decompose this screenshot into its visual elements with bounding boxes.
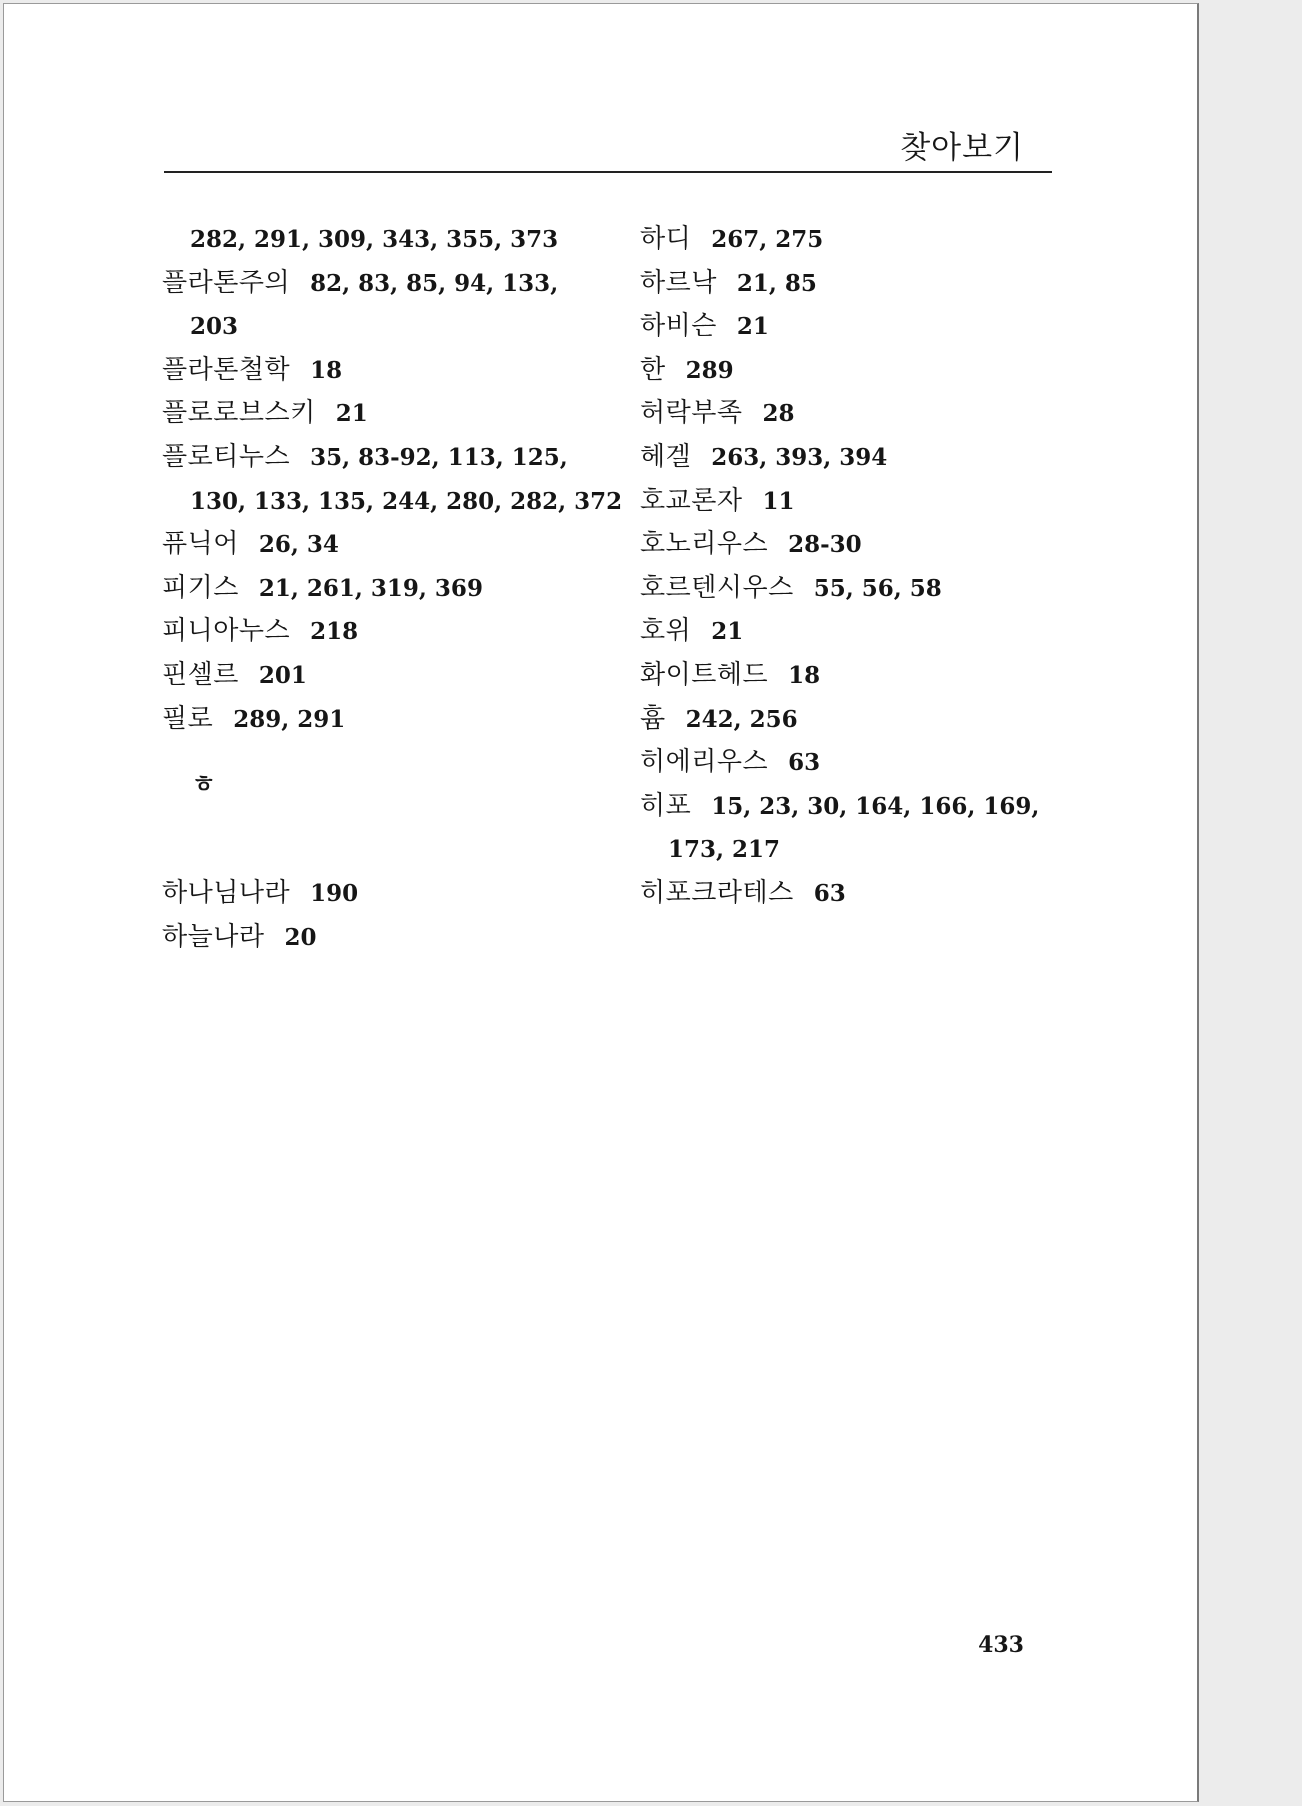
index-pages: 18 [310,356,343,384]
index-pages: 82, 83, 85, 94, 133, [310,269,559,297]
index-entry [640,349,1080,393]
index-entry [162,567,602,611]
index-term: 플라톤철학 [162,354,291,385]
index-entry [162,523,602,567]
index-term: 플라톤주의 [162,267,291,298]
index-entry [162,698,602,742]
index-entry [640,523,1080,567]
index-entry [640,436,1080,480]
index-term: 핀셀르 [162,659,239,690]
index-pages: 35, 83-92, 113, 125, [310,443,568,471]
index-pages: 55, 56, 58 [813,574,942,602]
index-column-left [162,218,623,959]
index-pages: 21 [335,400,368,428]
index-term: 하나님나라 [162,877,291,908]
index-entry [640,218,1080,262]
index-pages: 15, 23, 30, 164, 166, 169, [711,792,1040,820]
index-pages: 18 [788,661,821,689]
index-pages: 21 [736,313,769,341]
index-entry [640,698,1080,742]
index-term: 하비슨 [640,311,717,342]
index-entry [640,305,1080,349]
index-section-heading: ㅎ [192,770,216,799]
index-entry [640,567,1080,611]
index-continuation-line: 203 [190,313,239,341]
index-pages: 63 [788,749,821,777]
index-entry [640,610,1080,654]
index-term: 피기스 [162,572,239,603]
header-divider [164,171,1052,173]
index-pages: 28 [762,400,795,428]
index-term: 플로로브스키 [162,398,316,429]
index-term: 피니아누스 [162,616,291,647]
index-entry [162,392,602,436]
index-term: 호르텐시우스 [640,572,794,603]
index-entry [640,392,1080,436]
index-term: 호위 [640,616,692,647]
index-entry [162,349,602,393]
index-entry [162,262,602,306]
index-term: 화이트헤드 [640,659,769,690]
index-entry [162,610,602,654]
index-term: 흄 [640,703,666,734]
index-term: 한 [640,354,666,385]
index-term: 하르낙 [640,267,717,298]
index-pages: 263, 393, 394 [711,443,888,471]
index-entry [162,436,602,480]
index-entry [640,872,1080,916]
index-pages: 201 [258,661,307,689]
index-term: 필로 [162,703,214,734]
index-pages: 28-30 [788,531,862,559]
index-pages: 190 [310,879,359,907]
index-pages: 218 [310,618,359,646]
index-pages: 21, 85 [736,269,817,297]
index-pages: 21 [711,618,744,646]
index-pages: 63 [813,879,846,907]
index-pages: 21, 261, 319, 369 [258,574,483,602]
index-entry [640,262,1080,306]
running-header-title: 찾아보기 [900,130,1024,166]
index-continuation-line: 173, 217 [668,836,781,864]
index-term: 호노리우스 [640,529,769,560]
index-pages: 11 [762,487,795,515]
index-pages: 242, 256 [685,705,798,733]
index-term: 하늘나라 [162,921,265,952]
index-entry [640,785,1080,829]
index-term: 플로티누스 [162,441,291,472]
index-term: 허락부족 [640,398,743,429]
document-page [3,3,1199,1802]
index-term: 헤겔 [640,441,692,472]
index-entry [640,654,1080,698]
index-continuation-line: 130, 133, 135, 244, 280, 282, 372 [190,487,623,515]
index-term: 호교론자 [640,485,743,516]
index-term: 히포크라테스 [640,877,794,908]
index-entry [640,480,1080,524]
index-entry [162,916,602,960]
index-term: 하디 [640,224,692,254]
index-pages: 26, 34 [258,531,339,559]
index-pages: 267, 275 [711,226,824,253]
index-term: 히에리우스 [640,747,769,778]
page-number: 433 [978,1632,1024,1658]
section-spacer [162,828,602,872]
index-term: 히포 [640,790,692,821]
index-pages: 289 [685,356,734,384]
index-entry [162,654,602,698]
index-pages: 289, 291 [233,705,346,733]
index-column-right [640,218,1080,916]
index-pages: 20 [284,923,317,951]
index-entry [162,872,602,916]
index-continuation-line: 282, 291, 309, 343, 355, 373 [190,226,559,253]
index-term: 퓨닉어 [162,529,239,560]
index-entry [640,741,1080,785]
